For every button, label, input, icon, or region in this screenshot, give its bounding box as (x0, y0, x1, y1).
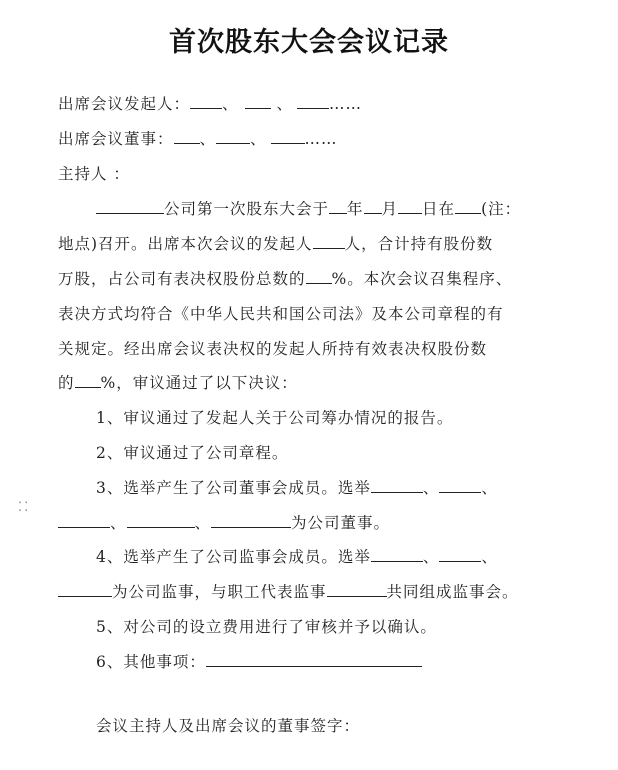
blank[interactable] (245, 94, 271, 109)
location-blank[interactable] (455, 199, 481, 214)
blank[interactable] (271, 129, 305, 144)
signature-line: 会议主持人及出席会议的董事签字： (96, 717, 361, 735)
staff-supervisor-blank[interactable] (327, 582, 387, 597)
resolution-3-cont: 、 、 为公司董事。 (58, 511, 390, 533)
director-blank[interactable] (58, 513, 110, 528)
directors-label: 出席会议董事： (58, 130, 174, 148)
day-blank[interactable] (398, 199, 422, 214)
resolution-4: 4、选举产生了公司监事会成员。选举 、 、 (96, 548, 498, 566)
host-label: 主持人 ： (58, 165, 130, 183)
directors-line: 出席会议董事： 、 、 …… (58, 130, 338, 148)
paragraph-line: 表决方式均符合《中华人民共和国公司法》及本公司章程的有 (58, 305, 504, 323)
director-blank[interactable] (211, 513, 291, 528)
resolution-3: 3、选举产生了公司董事会成员。选举 、 、 (96, 479, 498, 497)
supervisor-blank[interactable] (371, 547, 423, 562)
director-blank[interactable] (127, 513, 195, 528)
blank[interactable] (190, 94, 222, 109)
year-blank[interactable] (329, 199, 347, 214)
director-blank[interactable] (439, 478, 481, 493)
resolution-5: 5、对公司的设立费用进行了审核并予以确认。 (96, 618, 437, 636)
blank[interactable] (216, 129, 250, 144)
document-title: 首次股东大会会议记录 (169, 27, 449, 58)
percent-blank[interactable] (306, 269, 332, 284)
director-blank[interactable] (371, 478, 423, 493)
drag-handle-icon[interactable]: ⁚⁚ (18, 500, 31, 515)
paragraph-line: 公司第一次股东大会于 年 月 日在 (注： (96, 197, 521, 219)
percent-blank[interactable] (75, 373, 101, 388)
initiators-line: 出席会议发起人： 、 、 …… (58, 95, 363, 113)
paragraph-line: 关规定。经出席会议表决权的发起人所持有效表决权股份数 (58, 340, 488, 358)
supervisor-blank[interactable] (58, 582, 112, 597)
paragraph-line: 的 %，审议通过了以下决议： (58, 374, 298, 392)
resolution-2: 2、审议通过了公司章程。 (96, 444, 289, 462)
paragraph-line: 万股，占公司有表决权股份总数的 %。本次会议召集程序、 (58, 270, 513, 288)
resolution-1: 1、审议通过了发起人关于公司筹办情况的报告。 (96, 409, 454, 427)
resolution-4-cont: 为公司监事，与职工代表监事 共同组成监事会。 (58, 580, 519, 602)
host-line (58, 162, 130, 184)
blank[interactable] (174, 129, 200, 144)
supervisor-blank[interactable] (439, 547, 481, 562)
initiator-count-blank[interactable] (313, 234, 345, 249)
other-matters-blank[interactable] (206, 652, 422, 667)
paragraph-line: 地点)召开。出席本次会议的发起人 人，合计持有股份数 (58, 235, 494, 253)
company-name-blank[interactable] (96, 199, 164, 214)
resolution-6: 6、其他事项： (96, 650, 422, 672)
initiators-label: 出席会议发起人： (58, 95, 191, 113)
month-blank[interactable] (364, 199, 382, 214)
blank[interactable] (297, 94, 329, 109)
